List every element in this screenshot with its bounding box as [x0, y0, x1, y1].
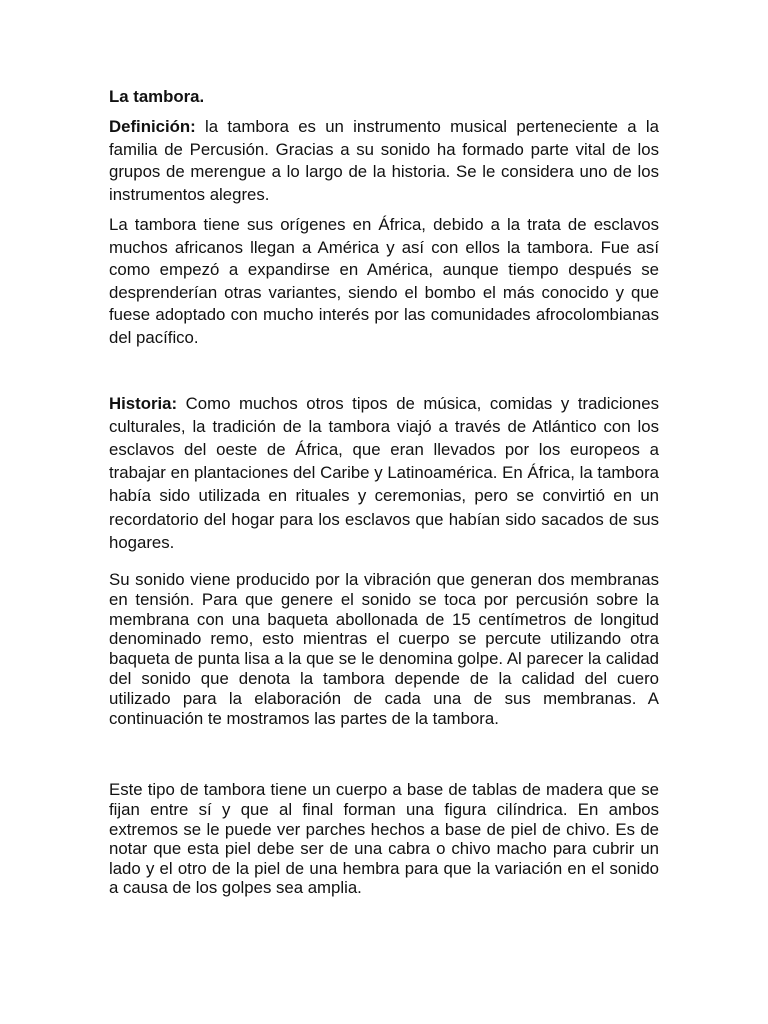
sound-paragraph: Su sonido viene producido por la vibración que generan dos membranas en tensión. Para que genere el sonido se toca por percusión sobre la membrana con una baqueta abollonada de 15 centímetros de longitud denominado remo, esto mientras el cuerpo se percute utilizando otra baqueta de punta lisa a la que se le denomina golpe. Al parecer la calidad del sonido que denota la tambora depende de la calidad del cuero utilizado para la elaboración de cada una de sus membranas. A continuación te mostramos las partes de la tambora.: [109, 569, 659, 728]
body-construction-paragraph: Este tipo de tambora tiene un cuerpo a base de tablas de madera que se fijan entre sí y que al final forman una figura cilíndrica. En ambos extremos se le puede ver parches hechos a base de piel de chivo. Es de notar que esta piel debe ser de una cabra o chivo macho para cubrir un lado y el otro de la piel de una hembra para que la variación en el sonido a causa de los golpes sea amplia.: [109, 780, 659, 898]
history-text: Como muchos otros tipos de música, comidas y tradiciones culturales, la tradición de la tambora viajó a través de Atlántico con los esclavos del oeste de África, que eran llevados por los europeos a trabajar en plantaciones del Caribe y Latinoamérica. En África, la tambora había sido utilizada en rituales y ceremonias, pero se convirtió en un recordatorio del hogar para los esclavos que habían sido sacados de sus hogares.: [109, 393, 659, 552]
document-content: [109, 86, 659, 898]
definition-text: la tambora es un instrumento musical perteneciente a la familia de Percusión. Gracias a su sonido ha formado parte vital de los grupos de merengue a lo largo de la historia. Se le considera uno de los instrumentos alegres.: [109, 117, 659, 204]
document-title: La tambora.: [109, 87, 205, 106]
definition-paragraph: [109, 116, 659, 206]
history-label: Historia:: [109, 393, 178, 413]
history-paragraph: [109, 392, 659, 554]
definition-label: Definición:: [109, 117, 196, 136]
origin-paragraph: La tambora tiene sus orígenes en África, debido a la trata de esclavos muchos africanos llegan a América y así con ellos la tambora. Fue así como empezó a expandirse en América, aunque tiempo después se desprenderían otras variantes, siendo el bombo el más conocido y que fuese adoptado con mucho interés por las comunidades afrocolombianas del pacífico.: [109, 215, 659, 347]
